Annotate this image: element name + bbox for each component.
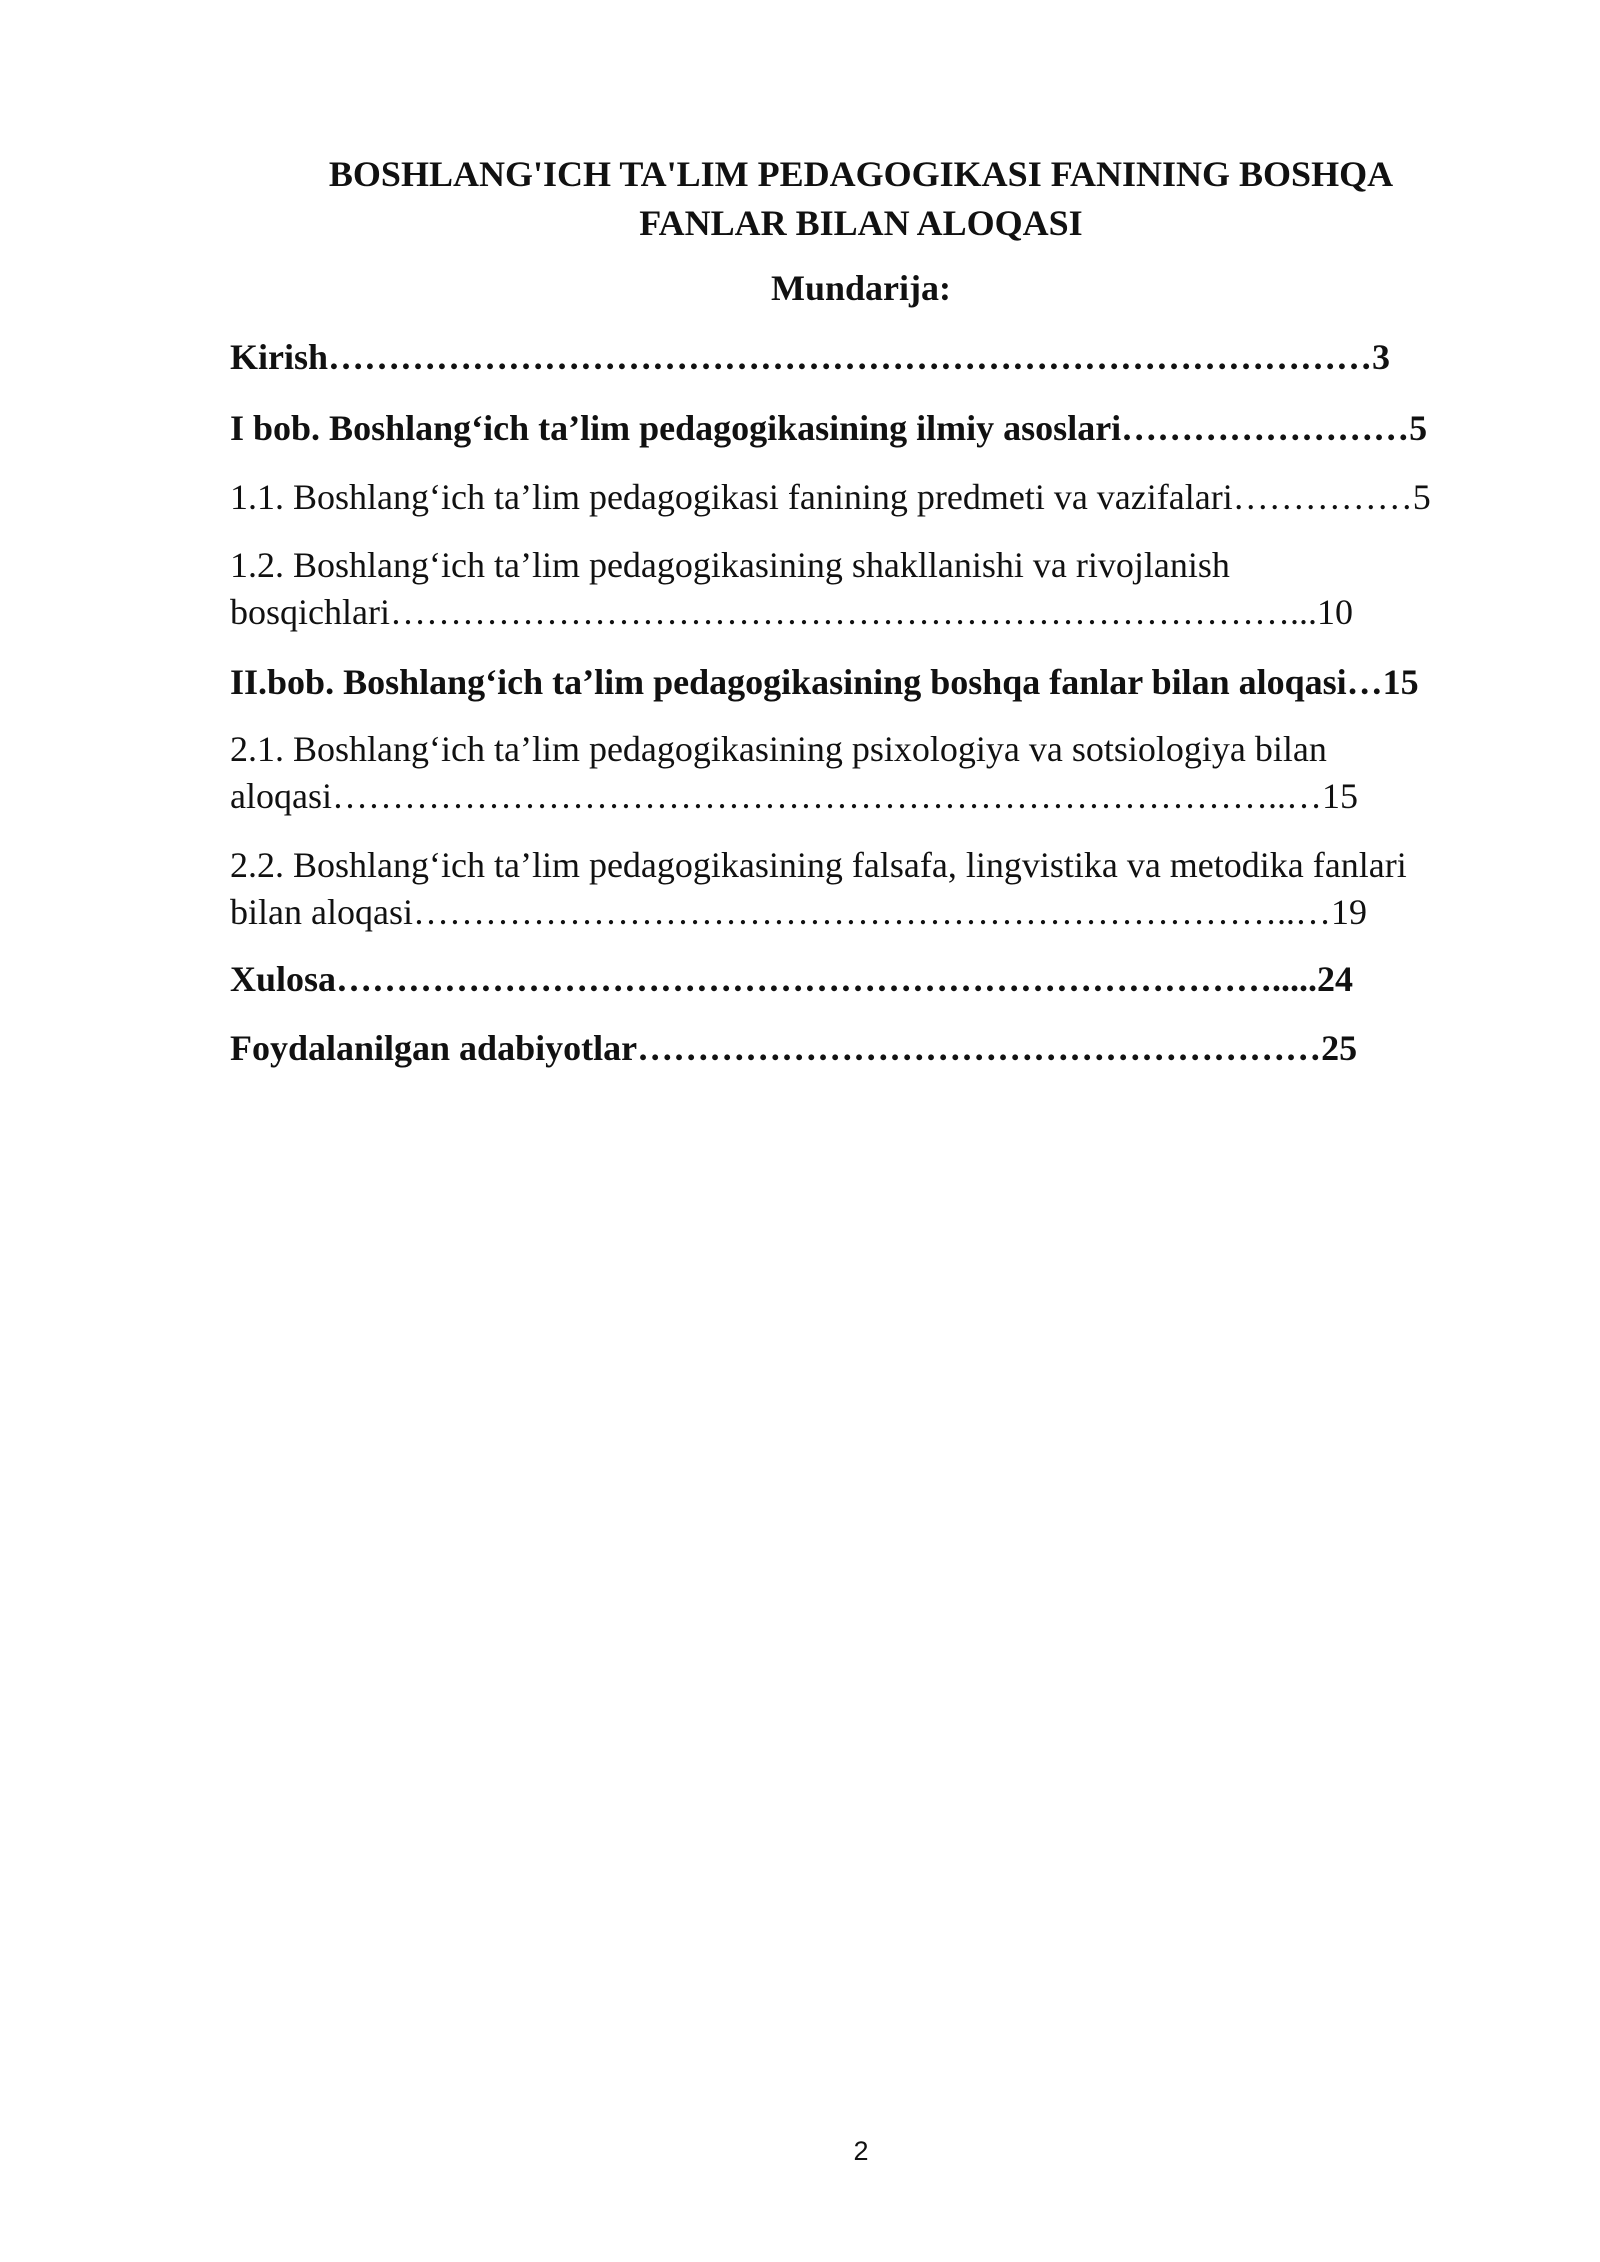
toc-entry-text-line-1: 2.1. Boshlang‘ich ta’lim pedagogikasining psixologiya va sotsiologiya bilan	[230, 729, 1327, 769]
toc-entry-references	[230, 1025, 1492, 1072]
toc-entry-chapter-2	[230, 659, 1492, 706]
toc-entry-text: Foydalanilgan adabiyotlar…………………………………………………25	[230, 1028, 1358, 1068]
toc-entry-section-2-1	[230, 726, 1492, 820]
toc-entry-text-line-1: 2.2. Boshlang‘ich ta’lim pedagogikasining falsafa, lingvistika va metodika fanlari	[230, 845, 1407, 885]
toc-entry-text: I bob. Boshlang‘ich ta’lim pedagogikasining ilmiy asoslari……………………5	[230, 408, 1428, 448]
toc-entry-xulosa	[230, 956, 1492, 1003]
toc-entry-text: II.bob. Boshlang‘ich ta’lim pedagogikasining boshqa fanlar bilan aloqasi…15	[230, 662, 1419, 702]
toc-entry-section-1-2	[230, 542, 1492, 636]
toc-entry-section-1-1	[230, 474, 1492, 521]
document-title-line-1: BOSHLANG'ICH TA'LIM PEDAGOGIKASI FANINING BOSHQA	[328, 154, 1394, 194]
page-number: 2	[853, 2136, 869, 2166]
document-title	[230, 150, 1492, 248]
toc-entry-text: Kirish……………………………………………………………………………3	[230, 337, 1391, 377]
toc-entry-text-line-2: bilan aloqasi………………………………………………………………..…19	[230, 892, 1367, 932]
toc-entry-text-line-2: bosqichlari…………………………………………………………………...10	[230, 592, 1353, 632]
document-title-line-2: FANLAR BILAN ALOQASI	[639, 203, 1083, 243]
toc-entry-chapter-1	[230, 405, 1492, 452]
toc-entry-section-2-2	[230, 842, 1492, 936]
toc-heading: Mundarija:	[771, 268, 951, 308]
toc-entry-text: Xulosa…………………………………………………………………….....24	[230, 959, 1354, 999]
toc-entry-text-line-2: aloqasi……………………………………………………………………..…15	[230, 776, 1358, 816]
toc-entry-text-line-1: 1.2. Boshlang‘ich ta’lim pedagogikasining shakllanishi va rivojlanish	[230, 545, 1230, 585]
toc-entry-text: 1.1. Boshlang‘ich ta’lim pedagogikasi fanining predmeti va vazifalari……………5	[230, 477, 1431, 517]
toc-entry-kirish	[230, 334, 1492, 381]
